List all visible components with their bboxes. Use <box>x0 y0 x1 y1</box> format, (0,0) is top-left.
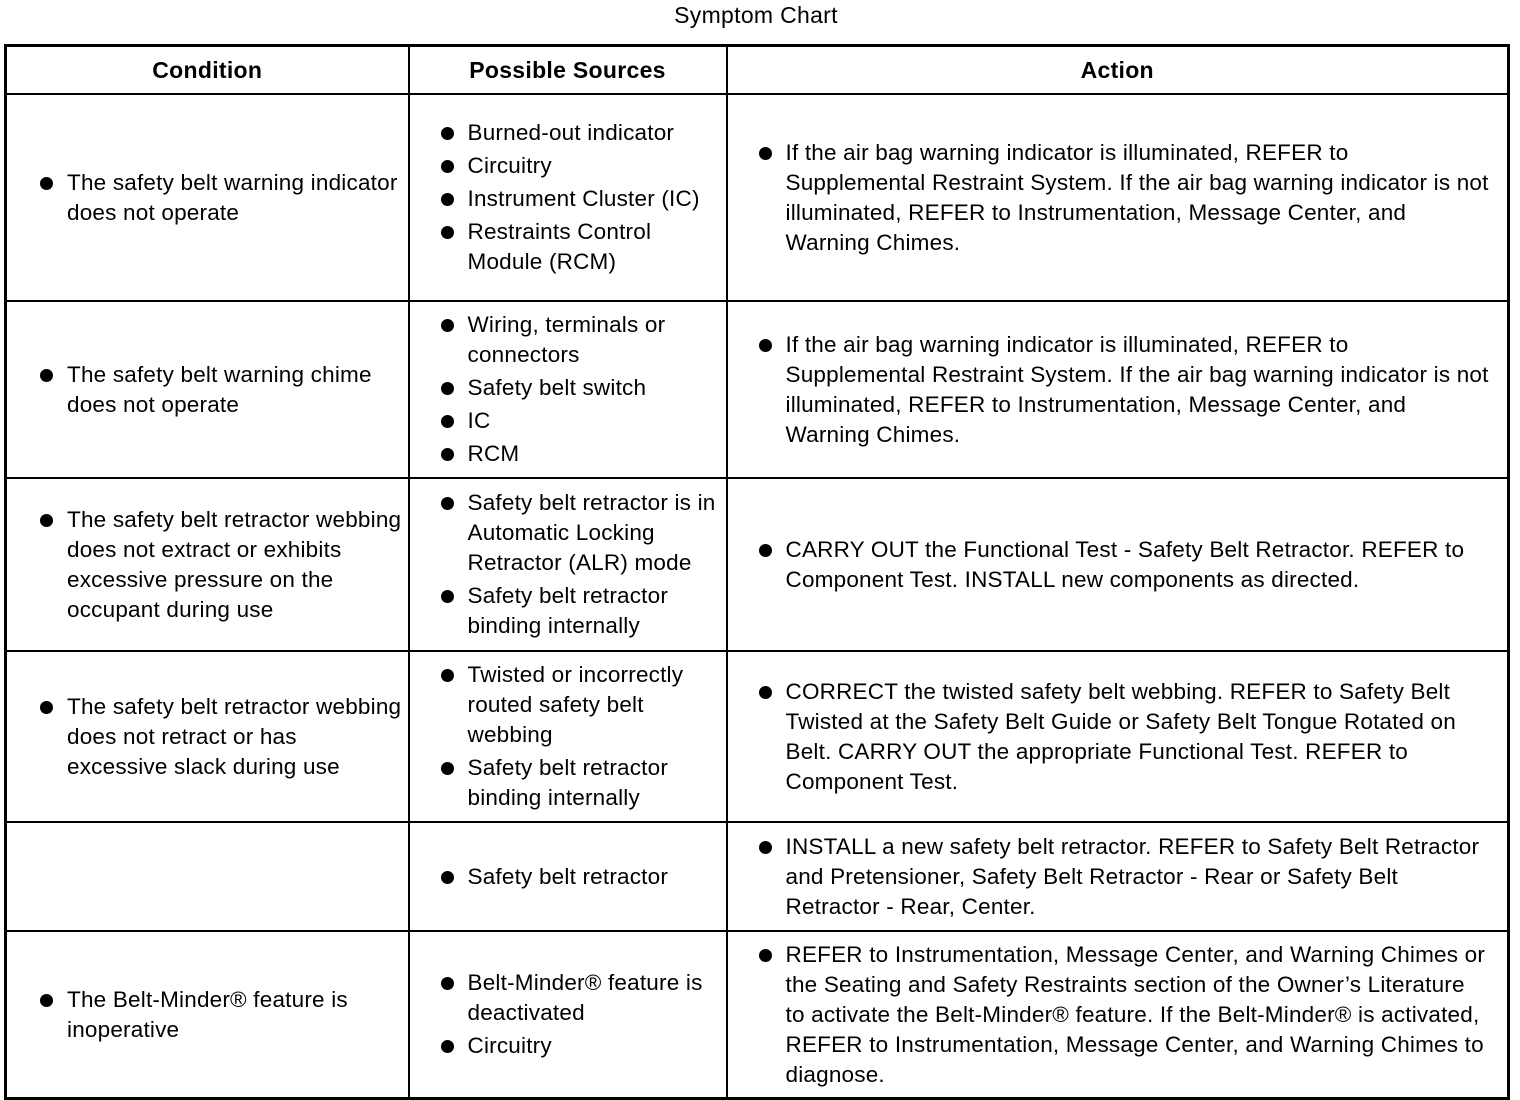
table-row <box>6 301 1509 478</box>
action-item: CARRY OUT the Functional Test - Safety Belt Retractor. REFER to Component Test. INSTALL new components as directed. <box>786 535 1490 595</box>
table-row <box>6 651 1509 822</box>
condition-item: The Belt-Minder® feature is inoperative <box>67 985 402 1045</box>
sources-item: Safety belt retractor binding internally <box>468 581 720 641</box>
sources-item: Circuitry <box>468 1031 720 1061</box>
action-list <box>728 535 1508 595</box>
condition-list <box>7 360 408 420</box>
condition-cell <box>6 478 409 651</box>
sources-list <box>410 968 726 1061</box>
table-body <box>6 94 1509 1099</box>
possible-sources-cell <box>409 822 727 931</box>
action-cell <box>727 301 1509 478</box>
sources-list <box>410 488 726 641</box>
condition-list <box>7 505 408 625</box>
action-list <box>728 940 1508 1090</box>
condition-item: The safety belt warning indicator does not operate <box>67 168 402 228</box>
condition-cell <box>6 822 409 931</box>
table-row <box>6 931 1509 1099</box>
sources-item: Safety belt retractor is in Automatic Locking Retractor (ALR) mode <box>468 488 720 578</box>
action-item: If the air bag warning indicator is illuminated, REFER to Supplemental Restraint System. If the air bag warning indicator is not illuminated, REFER to Instrumentation, Message Center, and Warning Chimes. <box>786 138 1490 258</box>
sources-item: Safety belt retractor <box>468 862 720 892</box>
possible-sources-cell <box>409 478 727 651</box>
sources-item: Belt-Minder® feature is deactivated <box>468 968 720 1028</box>
table-row <box>6 822 1509 931</box>
action-item: REFER to Instrumentation, Message Center, and Warning Chimes or the Seating and Safety Restraints section of the Owner’s Literature to activate the Belt-Minder® feature. If the Belt-Minder® is activated, REFER to Instrumentation, Message Center, and Warning Chimes to diagnose. <box>786 940 1490 1090</box>
sources-item: Safety belt retractor binding internally <box>468 753 720 813</box>
condition-list <box>7 692 408 782</box>
condition-list <box>7 985 408 1045</box>
condition-cell <box>6 931 409 1099</box>
action-list <box>728 832 1508 922</box>
action-cell <box>727 651 1509 822</box>
action-list <box>728 677 1508 797</box>
possible-sources-cell <box>409 94 727 301</box>
sources-item: Restraints Control Module (RCM) <box>468 217 720 277</box>
header-action: Action <box>727 46 1509 95</box>
possible-sources-cell <box>409 651 727 822</box>
condition-item: The safety belt warning chime does not operate <box>67 360 402 420</box>
sources-item: RCM <box>468 439 720 469</box>
page-title: Symptom Chart <box>674 2 838 28</box>
condition-list <box>7 168 408 228</box>
action-cell <box>727 94 1509 301</box>
sources-list <box>410 660 726 813</box>
condition-cell <box>6 651 409 822</box>
header-possible-sources: Possible Sources <box>409 46 727 95</box>
action-item: INSTALL a new safety belt retractor. REFER to Safety Belt Retractor and Pretensioner, Safety Belt Retractor - Rear or Safety Belt Retractor - Rear, Center. <box>786 832 1490 922</box>
action-cell <box>727 822 1509 931</box>
action-cell <box>727 931 1509 1099</box>
sources-item: Instrument Cluster (IC) <box>468 184 720 214</box>
condition-cell <box>6 301 409 478</box>
action-list <box>728 330 1508 450</box>
sources-item: Circuitry <box>468 151 720 181</box>
sources-list <box>410 118 726 277</box>
table-row <box>6 478 1509 651</box>
possible-sources-cell <box>409 301 727 478</box>
action-cell <box>727 478 1509 651</box>
condition-cell <box>6 94 409 301</box>
sources-list <box>410 310 726 469</box>
symptom-table <box>4 44 1510 1100</box>
action-list <box>728 138 1508 258</box>
table-header-row <box>6 46 1509 95</box>
sources-item: IC <box>468 406 720 436</box>
sources-item: Wiring, terminals or connectors <box>468 310 720 370</box>
table-row <box>6 94 1509 301</box>
sources-item: Twisted or incorrectly routed safety belt webbing <box>468 660 720 750</box>
possible-sources-cell <box>409 931 727 1099</box>
action-item: If the air bag warning indicator is illuminated, REFER to Supplemental Restraint System. If the air bag warning indicator is not illuminated, REFER to Instrumentation, Message Center, and Warning Chimes. <box>786 330 1490 450</box>
sources-item: Burned-out indicator <box>468 118 720 148</box>
header-condition: Condition <box>6 46 409 95</box>
condition-item: The safety belt retractor webbing does not retract or has excessive slack during use <box>67 692 402 782</box>
sources-list <box>410 862 726 892</box>
condition-item: The safety belt retractor webbing does not extract or exhibits excessive pressure on the occupant during use <box>67 505 402 625</box>
action-item: CORRECT the twisted safety belt webbing. REFER to Safety Belt Twisted at the Safety Belt Guide or Safety Belt Tongue Rotated on Belt. CARRY OUT the appropriate Functional Test. REFER to Component Test. <box>786 677 1490 797</box>
sources-item: Safety belt switch <box>468 373 720 403</box>
